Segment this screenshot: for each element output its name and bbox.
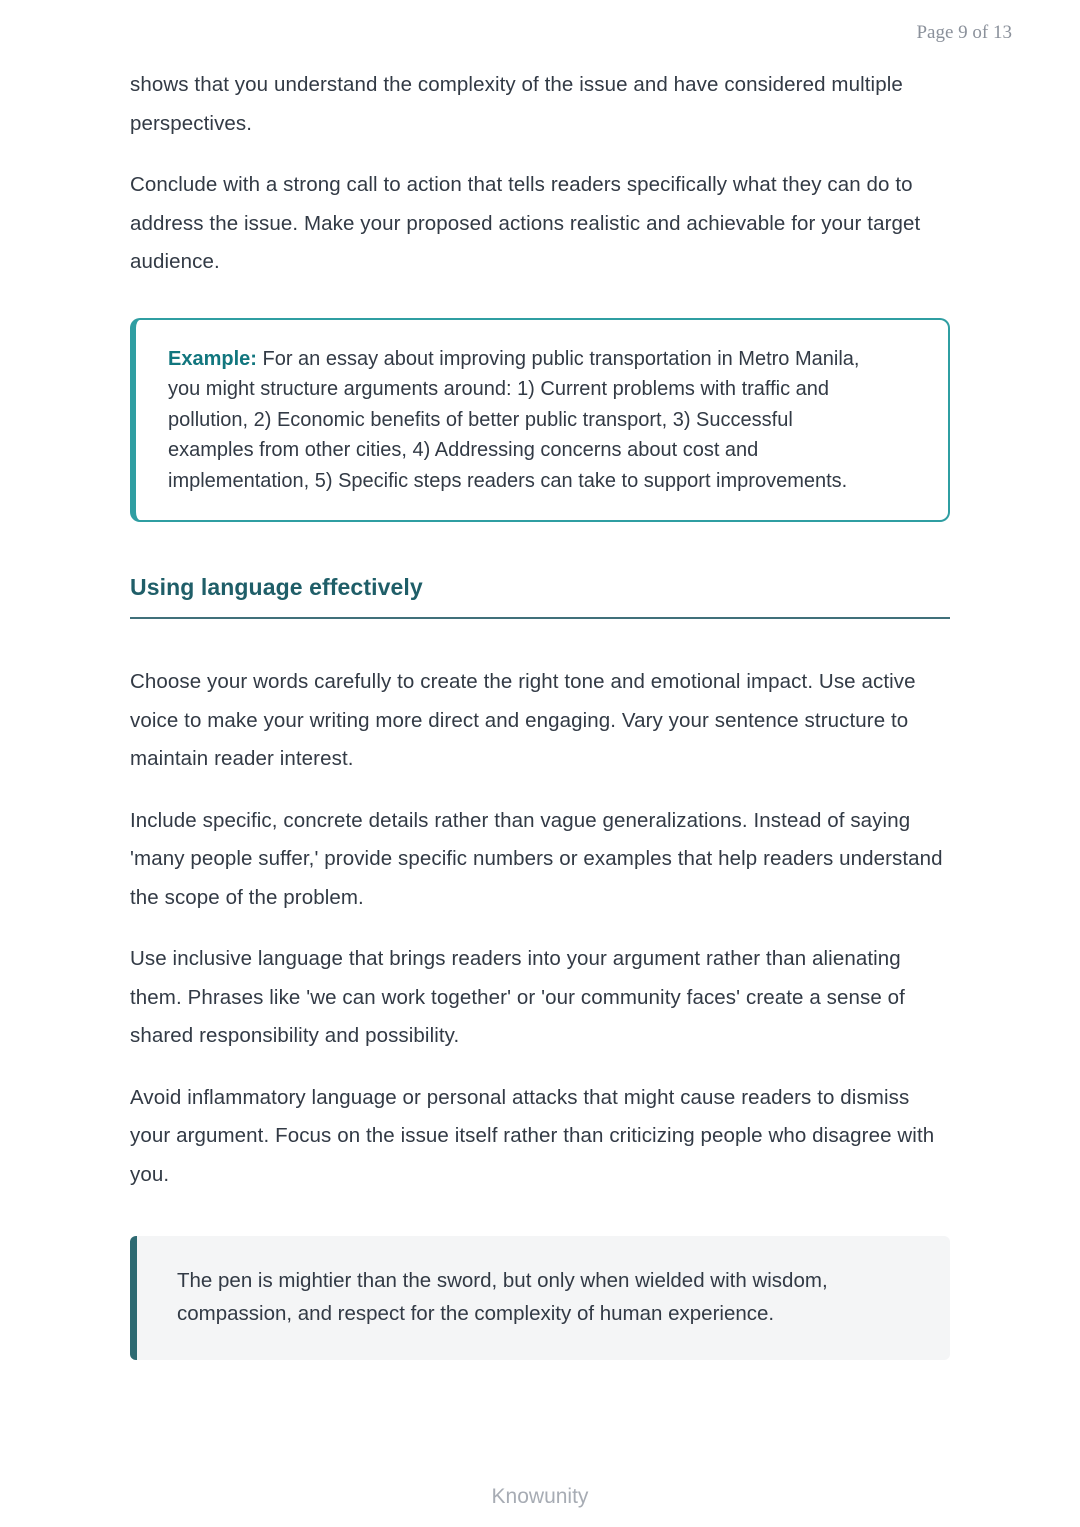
footer-brand: Knowunity [491,1485,589,1508]
quote-callout [130,1236,950,1360]
example-label: Example: [168,347,257,370]
example-callout [130,318,950,523]
body-paragraph: Avoid inflammatory language or personal attacks that might cause readers to dismiss your argument. Focus on the issue itself rather than criticizing people who disagree with you. [130,1085,935,1186]
body-paragraph: Conclude with a strong call to action that tells readers specifically what they can do to address the issue. Make your proposed actions realistic and achievable for your target audience. [130,173,921,273]
body-paragraph: shows that you understand the complexity of the issue and have considered multiple perspectives. [130,73,903,135]
page-number: Page 9 of 13 [916,22,1012,43]
body-paragraph: Use inclusive language that brings readers into your argument rather than alienating them. Phrases like 'we can work together' or 'our community faces' create a sense of shared responsibility and possibility. [130,947,905,1047]
body-paragraph: Choose your words carefully to create the right tone and emotional impact. Use active voice to make your writing more direct and engaging. Vary your sentence structure to maintain reader interest. [130,670,916,770]
example-text: For an essay about improving public transportation in Metro Manila, you might structure arguments around: 1) Current problems with traffic and pollution, 2) Economic benefits of better public transport, 3) Successful examples from other cities, 4) Addressing concerns about cost and implementation, 5) Specific steps readers can take to support improvements. [168,347,860,492]
section-heading: Using language effectively [130,562,950,619]
quote-text: The pen is mightier than the sword, but only when wielded with wisdom, compassion, and respect for the complexity of human experience. [177,1269,828,1325]
example-paragraph [168,344,882,497]
body-paragraph: Include specific, concrete details rather than vague generalizations. Instead of saying 'many people suffer,' provide specific numbers or examples that help readers understand the scope of the problem. [130,808,943,909]
